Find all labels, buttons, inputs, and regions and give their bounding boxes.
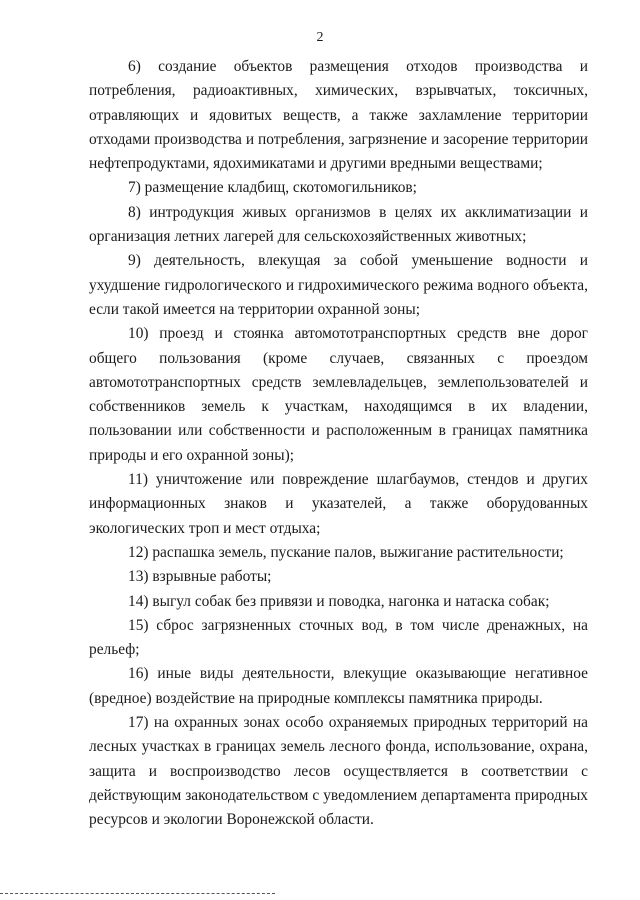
footer-divider	[0, 893, 275, 895]
paragraph-17: 17) на охранных зонах особо охраняемых природных территорий на лесных участках в границах земель лесного фонда, использование, охрана, защита и воспроизводство лесов осуществляется в соответствии с действующим законодательством с уведомлением департамента природных ресурсов и экологии Воронежской области.	[89, 714, 588, 829]
paragraph-14: 14) выгул собак без привязи и поводка, нагонка и натаска собак;	[128, 592, 550, 610]
paragraph-6: 6) создание объектов размещения отходов производства и потребления, радиоактивных, химических, взрывчатых, токсичных, отравляющих и ядовитых веществ, а также захламление территории отходами производства и потребления, загрязнение и засорение территории нефтепродуктами, ядохимикатами и другими вредными веществами;	[89, 58, 588, 173]
paragraph-13: 13) взрывные работы;	[128, 568, 272, 586]
paragraph-9: 9) деятельность, влекущая за собой уменьшение водности и ухудшение гидрологического и гидрохимического режима водного объекта, если такой имеется на территории охранной зоны;	[89, 252, 588, 318]
document-body	[89, 55, 588, 833]
paragraph-7: 7) размещение кладбищ, скотомогильников;	[128, 179, 417, 197]
paragraph-16: 16) иные виды деятельности, влекущие оказывающие негативное (вредное) воздействие на природные комплексы памятника природы.	[89, 665, 588, 707]
paragraph-12: 12) распашка земель, пускание палов, выжигание растительности;	[128, 543, 564, 561]
paragraph-10: 10) проезд и стоянка автомототранспортных средств вне дорог общего пользования (кроме случаев, связанных с проездом автомототранспортных средств землевладельцев, землепользователей и собственников земель к участкам, находящимся в их владении, пользовании или собственности и расположенным в границах памятника природы и его охранной зоны);	[89, 325, 588, 464]
paragraph-15: 15) сброс загрязненных сточных вод, в том числе дренажных, на рельеф;	[89, 616, 588, 659]
page-number: 2	[316, 30, 324, 45]
paragraph-11: 11) уничтожение или повреждение шлагбаумов, стендов и других информационных знаков и указателей, а также оборудованных экологических троп и мест отдыха;	[89, 471, 588, 537]
paragraph-8: 8) интродукция живых организмов в целях их акклиматизации и организация летних лагерей для сельскохозяйственных животных;	[89, 203, 588, 246]
